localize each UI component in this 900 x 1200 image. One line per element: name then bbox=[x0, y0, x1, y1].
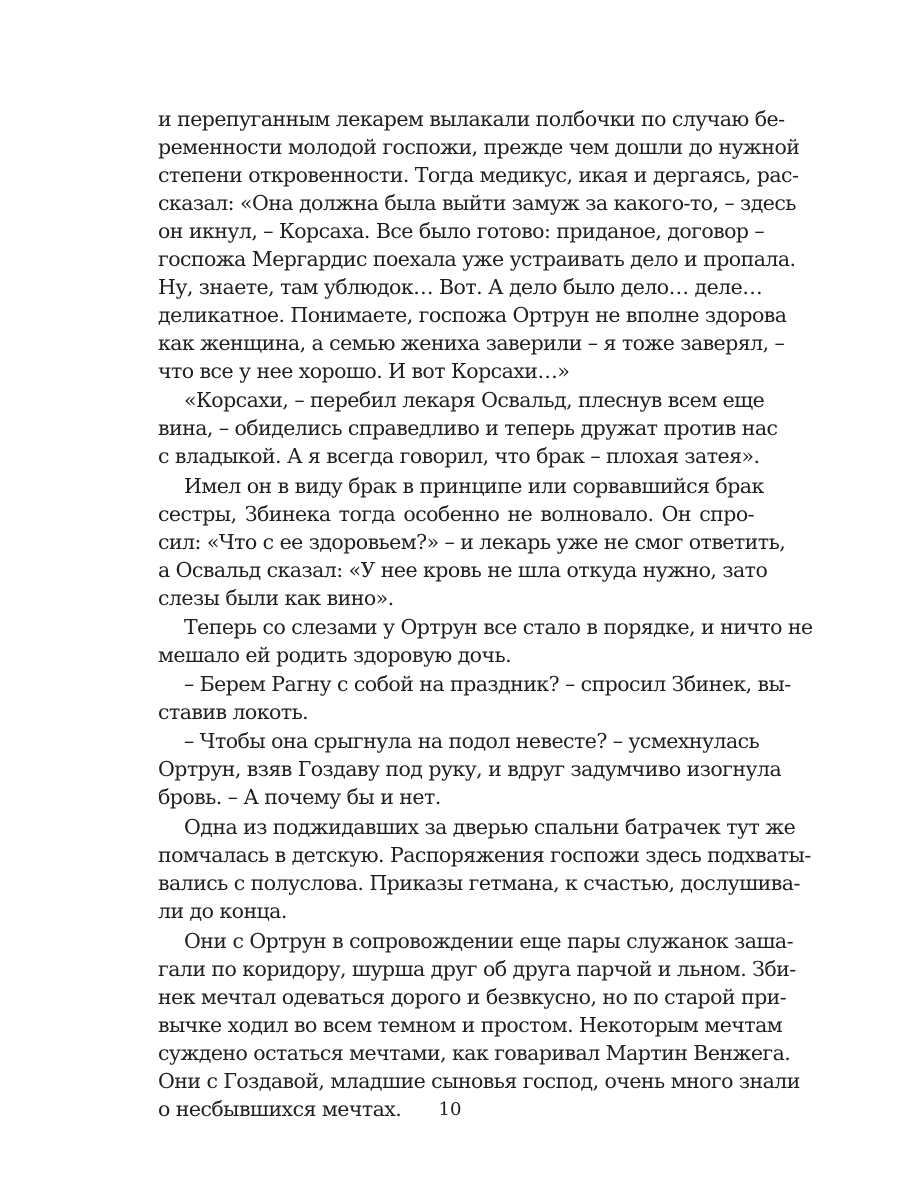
text-line-17: а Освальд сказал: «У нее кровь не шла откуда нужно, зато bbox=[158, 558, 768, 582]
text-line-36: о несбывшихся мечтах. bbox=[158, 1097, 402, 1121]
text-line-3: степени откровенности. Тогда медикус, икая и дергаясь, рас- bbox=[158, 163, 799, 187]
text-line-12: вина, – обиделись справедливо и теперь дружат против нас bbox=[158, 416, 778, 440]
text-line-4: сказал: «Она должна была выйти замуж за какого-то, – здесь bbox=[158, 191, 796, 215]
text-line-25: бровь. – А почему бы и нет. bbox=[158, 785, 441, 809]
text-line-5: он икнул, – Корсаха. Все было готово: приданое, договор – bbox=[158, 219, 765, 243]
text-line-18: слезы были как вино». bbox=[158, 586, 394, 610]
text-line-11: «Корсахи, – перебил лекаря Освальд, плеснув всем еще bbox=[184, 388, 765, 412]
text-line-26: Одна из поджидавших за дверью спальни батрачек тут же bbox=[184, 815, 796, 839]
text-line-10: что все у нее хорошо. И вот Корсахи…» bbox=[158, 359, 570, 383]
text-line-21: – Берем Рагну с собой на праздник? – спросил Збинек, вы- bbox=[184, 672, 791, 696]
text-line-32: нек мечтал одеваться дорого и безвкусно, но по старой при- bbox=[158, 985, 787, 1009]
text-line-31: гали по коридору, шурша друг об друга парчой и льном. Зби- bbox=[158, 957, 796, 981]
text-line-6: госпожа Мергардис поехала уже устраивать дело и пропала. bbox=[158, 247, 796, 271]
text-line-20: мешало ей родить здоровую дочь. bbox=[158, 643, 512, 667]
text-line-15: сестры, Збинека тогда особенно не волновало. Он спро- bbox=[158, 502, 754, 526]
text-line-9: как женщина, а семью жениха заверили – я тоже заверял, – bbox=[158, 331, 785, 355]
text-line-24: Ортрун, взяв Гоздаву под руку, и вдруг задумчиво изогнула bbox=[158, 757, 782, 781]
text-line-14: Имел он в виду брак в принципе или сорвавшийся брак bbox=[184, 474, 764, 498]
page-number: 10 bbox=[438, 1099, 462, 1120]
text-line-19: Теперь со слезами у Ортрун все стало в порядке, и ничто не bbox=[184, 615, 813, 639]
text-line-22: ставив локоть. bbox=[158, 700, 309, 724]
text-line-23: – Чтобы она срыгнула на подол невесте? – усмехнулась bbox=[184, 729, 760, 753]
text-line-33: вычке ходил во всем темном и простом. Некоторым мечтам bbox=[158, 1013, 783, 1037]
text-line-2: ременности молодой госпожи, прежде чем дошли до нужной bbox=[158, 135, 800, 159]
text-line-27: помчалась в детскую. Распоряжения госпожи здесь подхваты- bbox=[158, 843, 811, 867]
text-line-13: с владыкой. А я всегда говорил, что брак – плохая затея». bbox=[158, 444, 760, 468]
text-line-29: ли до конца. bbox=[158, 899, 287, 923]
text-line-35: Они с Гоздавой, младшие сыновья господ, очень много знали bbox=[158, 1069, 800, 1093]
text-line-8: деликатное. Понимаете, госпожа Ортрун не вполне здорова bbox=[158, 303, 787, 327]
text-line-7: Ну, знаете, там ублюдок… Вот. А дело было дело… деле… bbox=[158, 275, 763, 299]
text-line-30: Они с Ортрун в сопровождении еще пары служанок заша- bbox=[184, 929, 793, 953]
text-line-16: сил: «Что с ее здоровьем?» – и лекарь уже не смог ответить, bbox=[158, 530, 786, 554]
text-line-28: вались с полуслова. Приказы гетмана, к счастью, дослушива- bbox=[158, 871, 800, 895]
text-line-1: и перепуганным лекарем вылакали полбочки по случаю бе- bbox=[158, 107, 785, 131]
text-line-34: суждено остаться мечтами, как говаривал Мартин Венжега. bbox=[158, 1041, 791, 1065]
